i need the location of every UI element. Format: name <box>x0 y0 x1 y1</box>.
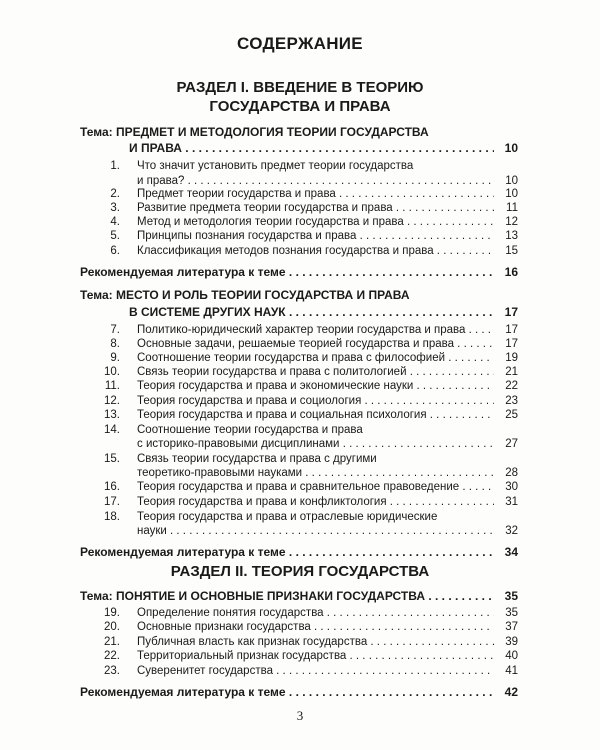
item-number: 19. <box>104 607 120 619</box>
toc-item-20 <box>0 619 600 635</box>
page-ref: 41 <box>505 665 518 677</box>
item-text: Классификация методов познания государства и права . . . <box>137 243 494 259</box>
toc-item-11 <box>0 378 600 394</box>
page-ref: 30 <box>505 481 518 493</box>
item-text: Предмет теории государства и права . . . <box>137 186 494 202</box>
item-number: 13. <box>104 409 120 421</box>
item-number: 18. <box>104 511 120 523</box>
toc-item-1 <box>0 158 600 174</box>
page-ref: 10 <box>505 175 518 187</box>
item-number: 1. <box>110 160 120 172</box>
page-ref: 27 <box>505 438 518 450</box>
item-number: 17. <box>104 496 120 508</box>
item-number: 11. <box>104 380 120 392</box>
toc-item-5 <box>0 228 600 244</box>
page-ref: 10 <box>505 188 518 200</box>
page-ref: 23 <box>505 395 518 407</box>
item-number: 4. <box>110 216 120 228</box>
page-ref: 40 <box>505 650 518 662</box>
page-ref: 28 <box>505 467 518 479</box>
topic-label: Тема: <box>80 125 113 139</box>
topic-title: МЕСТО И РОЛЬ ТЕОРИИ ГОСУДАРСТВА И ПРАВА <box>115 288 410 302</box>
page-ref: 19 <box>505 352 518 364</box>
recommended-literature-1 <box>0 264 600 280</box>
page-ref: 10 <box>504 141 518 155</box>
item-text: Основные признаки государства . . . <box>137 619 494 635</box>
page-ref: 22 <box>505 380 518 392</box>
item-text: Связь теории государства и права с другими <box>137 453 377 465</box>
item-number: 2. <box>110 188 120 200</box>
item-number: 9. <box>110 352 120 364</box>
item-number: 22. <box>104 650 120 662</box>
page-ref: 39 <box>505 636 518 648</box>
page-ref: 21 <box>505 366 518 378</box>
item-text-cont: науки . . . <box>137 523 494 539</box>
topic-title: ПОНЯТИЕ И ОСНОВНЫЕ ПРИЗНАКИ ГОСУДАРСТВА <box>115 589 425 603</box>
toc-item-22 <box>0 648 600 664</box>
item-text: Что значит установить предмет теории государства <box>137 160 414 172</box>
recommended-literature-2 <box>0 544 600 560</box>
toc-item-17 <box>0 494 600 510</box>
item-text: Теория государства и права и отраслевые юридические <box>137 511 438 523</box>
item-text: Соотношение теории государства и права <box>137 424 363 436</box>
item-text: Политико-юридический характер теории государства и права . . . <box>137 322 494 338</box>
page-title: СОДЕРЖАНИЕ <box>237 34 363 53</box>
page-ref: 12 <box>505 216 518 228</box>
recommended-literature-3 <box>0 684 600 700</box>
item-number: 21. <box>104 636 120 648</box>
page-ref: 17 <box>505 324 518 336</box>
item-text: Определение понятия государства . . . <box>137 605 494 621</box>
item-text-cont: с историко-правовыми дисциплинами . . . <box>137 436 494 452</box>
page-ref: 35 <box>504 589 518 603</box>
topic-label: Тема: <box>80 288 113 302</box>
item-text: Основные задачи, решаемые теорией государства и права . . . <box>137 336 494 352</box>
item-number: 8. <box>110 338 120 350</box>
item-text: Теория государства и права и социология . . . <box>137 393 494 409</box>
item-text-cont: теоретико-правовыми науками . . . <box>137 465 494 481</box>
item-text: Публичная власть как признак государства . . . <box>137 634 494 650</box>
item-number: 14. <box>104 424 120 436</box>
toc-item-18-cont <box>0 523 600 539</box>
topic-2-heading-cont <box>0 304 600 320</box>
page-number: 3 <box>296 708 304 723</box>
item-number: 15. <box>104 453 120 465</box>
page-ref: 16 <box>504 265 518 279</box>
page-ref: 11 <box>506 202 518 214</box>
page-ref: 17 <box>504 305 518 319</box>
item-text: Метод и методология теории государства и права . . . <box>137 214 494 230</box>
item-text: Теория государства и права и сравнительное правоведение . . . <box>137 479 494 495</box>
page-ref: 34 <box>504 545 518 559</box>
toc-item-13 <box>0 407 600 423</box>
item-number: 23. <box>104 665 120 677</box>
item-number: 3. <box>110 202 120 214</box>
item-number: 20. <box>104 621 120 633</box>
page-ref: 37 <box>505 621 518 633</box>
item-number: 5. <box>110 230 120 242</box>
topic-3-heading <box>0 588 600 604</box>
item-number: 6. <box>110 245 120 257</box>
item-text: Территориальный признак государства . . . <box>137 648 494 664</box>
page-ref: 42 <box>504 685 518 699</box>
page-ref: 13 <box>505 230 518 242</box>
rec-text: Рекомендуемая литература к теме . . . <box>80 684 494 700</box>
section-2-heading: РАЗДЕЛ II. ТЕОРИЯ ГОСУДАРСТВА <box>170 563 430 580</box>
page-ref: 31 <box>505 496 518 508</box>
toc-item-14-cont <box>0 436 600 452</box>
toc-item-6 <box>0 243 600 259</box>
item-text: Суверенитет государства . . . <box>137 663 494 679</box>
topic-1-heading <box>0 124 600 140</box>
item-text: Развитие предмета теории государства и права . . . <box>137 200 494 216</box>
page-ref: 35 <box>505 607 518 619</box>
topic-title-cont: И ПРАВА . . . <box>129 140 494 156</box>
item-text: Связь теории государства и права с политологией . . . <box>137 364 494 380</box>
item-text: Соотношение теории государства и права с философией . . . <box>137 350 494 366</box>
item-text: Теория государства и права и конфликтология . . . <box>137 494 494 510</box>
item-text: Принципы познания государства и права . . . <box>137 228 494 244</box>
section-1-heading-cont: ГОСУДАРСТВА И ПРАВА <box>209 98 391 115</box>
topic-label: Тема: <box>80 589 113 603</box>
topic-1-heading-cont <box>0 140 600 156</box>
rec-text: Рекомендуемая литература к теме . . . <box>80 264 494 280</box>
rec-text: Рекомендуемая литература к теме . . . <box>80 544 494 560</box>
item-number: 16. <box>104 481 120 493</box>
section-1-heading: РАЗДЕЛ I. ВВЕДЕНИЕ В ТЕОРИЮ <box>176 79 424 96</box>
toc-item-16 <box>0 479 600 495</box>
page-ref: 15 <box>505 245 518 257</box>
topic-2-heading <box>0 287 600 303</box>
topic-title: ПРЕДМЕТ И МЕТОДОЛОГИЯ ТЕОРИИ ГОСУДАРСТВА <box>115 125 429 139</box>
page-ref: 17 <box>505 338 518 350</box>
item-number: 10. <box>104 366 120 378</box>
item-text: Теория государства и права и социальная психология . . . <box>137 407 494 423</box>
page-ref: 32 <box>505 525 518 537</box>
item-number: 12. <box>104 395 120 407</box>
topic-title-cont: В СИСТЕМЕ ДРУГИХ НАУК . . . <box>129 304 494 320</box>
toc-item-23 <box>0 663 600 679</box>
item-text: Теория государства и права и экономические науки . . . <box>137 378 494 394</box>
page-ref: 25 <box>505 409 518 421</box>
item-text-cont: и права? . . . <box>137 173 494 189</box>
item-number: 7. <box>110 324 120 336</box>
